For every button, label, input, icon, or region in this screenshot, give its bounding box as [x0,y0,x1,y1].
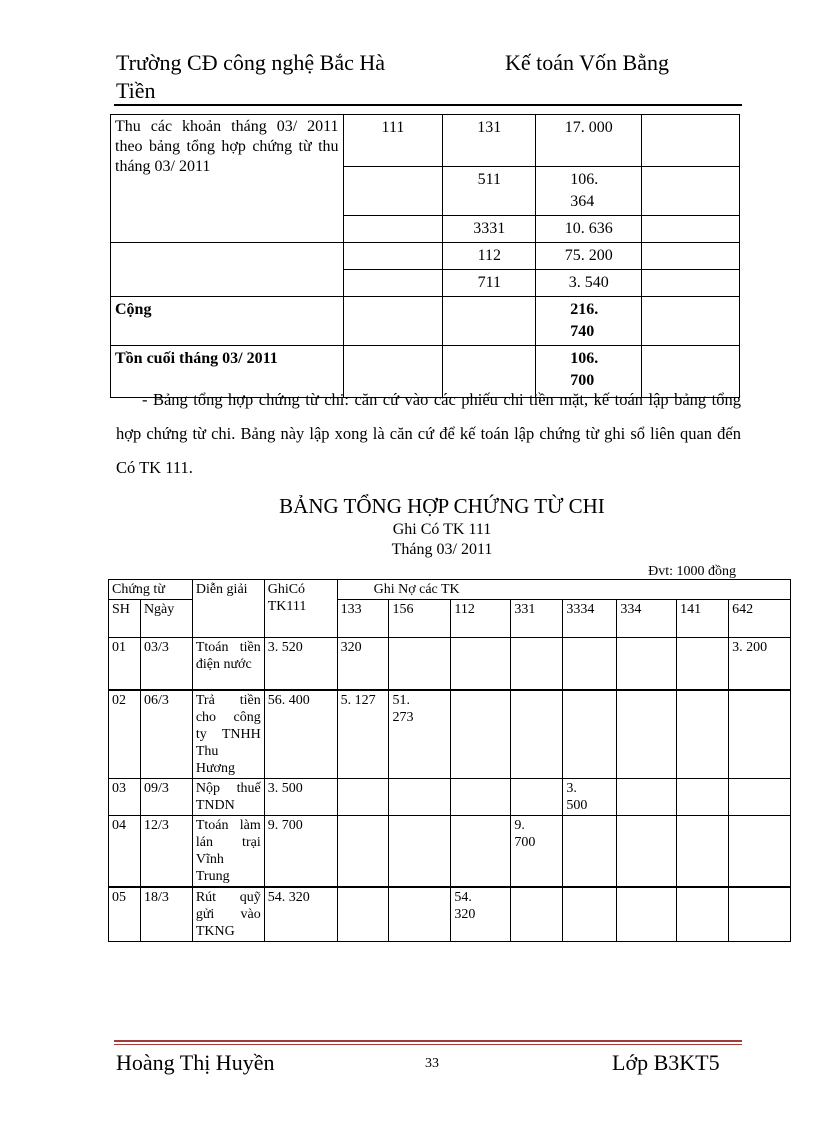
body-paragraph: - Bảng tổng hợp chứng từ chi: căn cứ vào các phiếu chi tiền mặt, kế toán lập bảng tổng hợp chứng từ chi. Bảng này lập xong là căn cứ để kế toán lập chứng từ ghi sổ liên quan đến Có TK 111. [116,390,741,477]
row-cell [617,690,677,779]
ledger-credit: 511 [443,167,536,216]
row-cell [337,778,389,815]
table-header-row [109,580,791,600]
header-subject: Kế toán Vốn Bằng [505,50,669,75]
row-cell [617,887,677,942]
total-amount: 216. 740 [536,297,642,346]
row-cell [389,638,451,690]
row-cell: 320 [337,638,389,690]
total-row [111,297,740,346]
page-number: 33 [425,1056,439,1071]
ledger-amount: 17. 000 [536,115,642,167]
row-cell [729,690,791,779]
row-cell [337,815,389,887]
row-desc: Trả tiền cho công ty TNHH Thu Hương [192,690,264,779]
header-sh: SH [109,600,141,638]
row-total: 56. 400 [264,690,337,779]
row-cell: 3. 200 [729,638,791,690]
row-date: 18/3 [140,887,192,942]
row-sh: 02 [109,690,141,779]
ledger-desc: Thu các khoản tháng 03/ 2011 theo bảng tổng hợp chứng từ thu tháng 03/ 2011 [111,115,344,243]
header-account: 3334 [563,600,617,638]
table-row [109,638,791,690]
ledger-extra [642,115,740,167]
ledger-table [110,114,740,398]
ledger-debit [343,167,443,216]
row-total: 3. 520 [264,638,337,690]
table-row [109,887,791,942]
footer-rule-bottom [114,1044,742,1045]
ledger-extra [642,270,740,297]
header-debit-group: Ghi Nợ các TK [337,580,790,600]
row-date: 06/3 [140,690,192,779]
row-cell [563,887,617,942]
ledger-amount: 3. 540 [536,270,642,297]
table-row [111,115,740,167]
ledger-credit: 112 [443,243,536,270]
row-cell [617,638,677,690]
row-cell: 3. 500 [563,778,617,815]
header-school: Trường CĐ công nghệ Bắc Hà [116,50,385,75]
row-cell [617,815,677,887]
row-cell [511,638,563,690]
row-cell [563,815,617,887]
row-total: 3. 500 [264,778,337,815]
row-cell [677,887,729,942]
summary-subtitle: Ghi Có TK 111 [392,521,492,538]
table-row [109,778,791,815]
header-account: 642 [729,600,791,638]
table-row [109,815,791,887]
row-sh: 04 [109,815,141,887]
row-cell [389,778,451,815]
row-cell [511,690,563,779]
row-sh: 01 [109,638,141,690]
row-cell [563,690,617,779]
unit-label: Đvt: 1000 đồng [648,564,736,579]
row-sh: 03 [109,778,141,815]
header-credit: GhiCó TK111 [264,580,337,638]
ledger-debit [343,216,443,243]
header-account: 156 [389,600,451,638]
row-desc: Ttoán tiền điện nước [192,638,264,690]
ledger-credit: 711 [443,270,536,297]
row-cell: 5. 127 [337,690,389,779]
row-cell [563,638,617,690]
row-cell [451,638,511,690]
row-date: 03/3 [140,638,192,690]
row-date: 12/3 [140,815,192,887]
ledger-debit [343,270,443,297]
closing-amount: 106. 700 [536,346,642,398]
row-cell [677,638,729,690]
header-rule [114,104,742,106]
table-row [111,243,740,270]
footer-author: Hoàng Thị Huyền [116,1050,275,1075]
row-cell [677,690,729,779]
row-cell: 54. 320 [451,887,511,942]
header-voucher: Chứng từ [109,580,193,600]
header-desc: Diễn giải [192,580,264,638]
row-cell [729,815,791,887]
row-cell [511,887,563,942]
header-subject-cont: Tiền [116,78,156,103]
row-total: 9. 700 [264,815,337,887]
header-account: 133 [337,600,389,638]
footer-class: Lớp B3KT5 [612,1050,720,1075]
row-desc: Ttoán làm lán trại Vĩnh Trung [192,815,264,887]
row-sh: 05 [109,887,141,942]
closing-label: Tồn cuối tháng 03/ 2011 [111,346,344,398]
row-date: 09/3 [140,778,192,815]
header-account: 331 [511,600,563,638]
ledger-amount: 75. 200 [536,243,642,270]
row-cell: 51. 273 [389,690,451,779]
row-cell [617,778,677,815]
header-account: 141 [677,600,729,638]
row-cell [389,887,451,942]
header-account: 112 [451,600,511,638]
ledger-desc [111,243,344,297]
ledger-credit: 3331 [443,216,536,243]
row-desc: Rút quỹ gửi vào TKNG [192,887,264,942]
row-total: 54. 320 [264,887,337,942]
ledger-amount: 10. 636 [536,216,642,243]
row-cell [451,778,511,815]
row-cell [729,887,791,942]
summary-table [108,579,791,942]
row-cell [511,778,563,815]
row-cell [729,778,791,815]
ledger-debit [343,243,443,270]
summary-title: BẢNG TỔNG HỢP CHỨNG TỪ CHI [279,494,605,518]
total-label: Cộng [111,297,344,346]
ledger-amount: 106. 364 [536,167,642,216]
row-cell [677,815,729,887]
row-cell [389,815,451,887]
ledger-extra [642,167,740,216]
row-desc: Nộp thuế TNDN [192,778,264,815]
row-cell [451,690,511,779]
ledger-extra [642,216,740,243]
ledger-extra [642,243,740,270]
row-cell [337,887,389,942]
row-cell: 9. 700 [511,815,563,887]
header-date: Ngày [140,600,192,638]
row-cell [677,778,729,815]
summary-month: Tháng 03/ 2011 [391,541,493,558]
ledger-debit: 111 [343,115,443,167]
row-cell [451,815,511,887]
table-row [109,690,791,779]
footer-rule-top [114,1040,742,1042]
ledger-credit: 131 [443,115,536,167]
header-account: 334 [617,600,677,638]
